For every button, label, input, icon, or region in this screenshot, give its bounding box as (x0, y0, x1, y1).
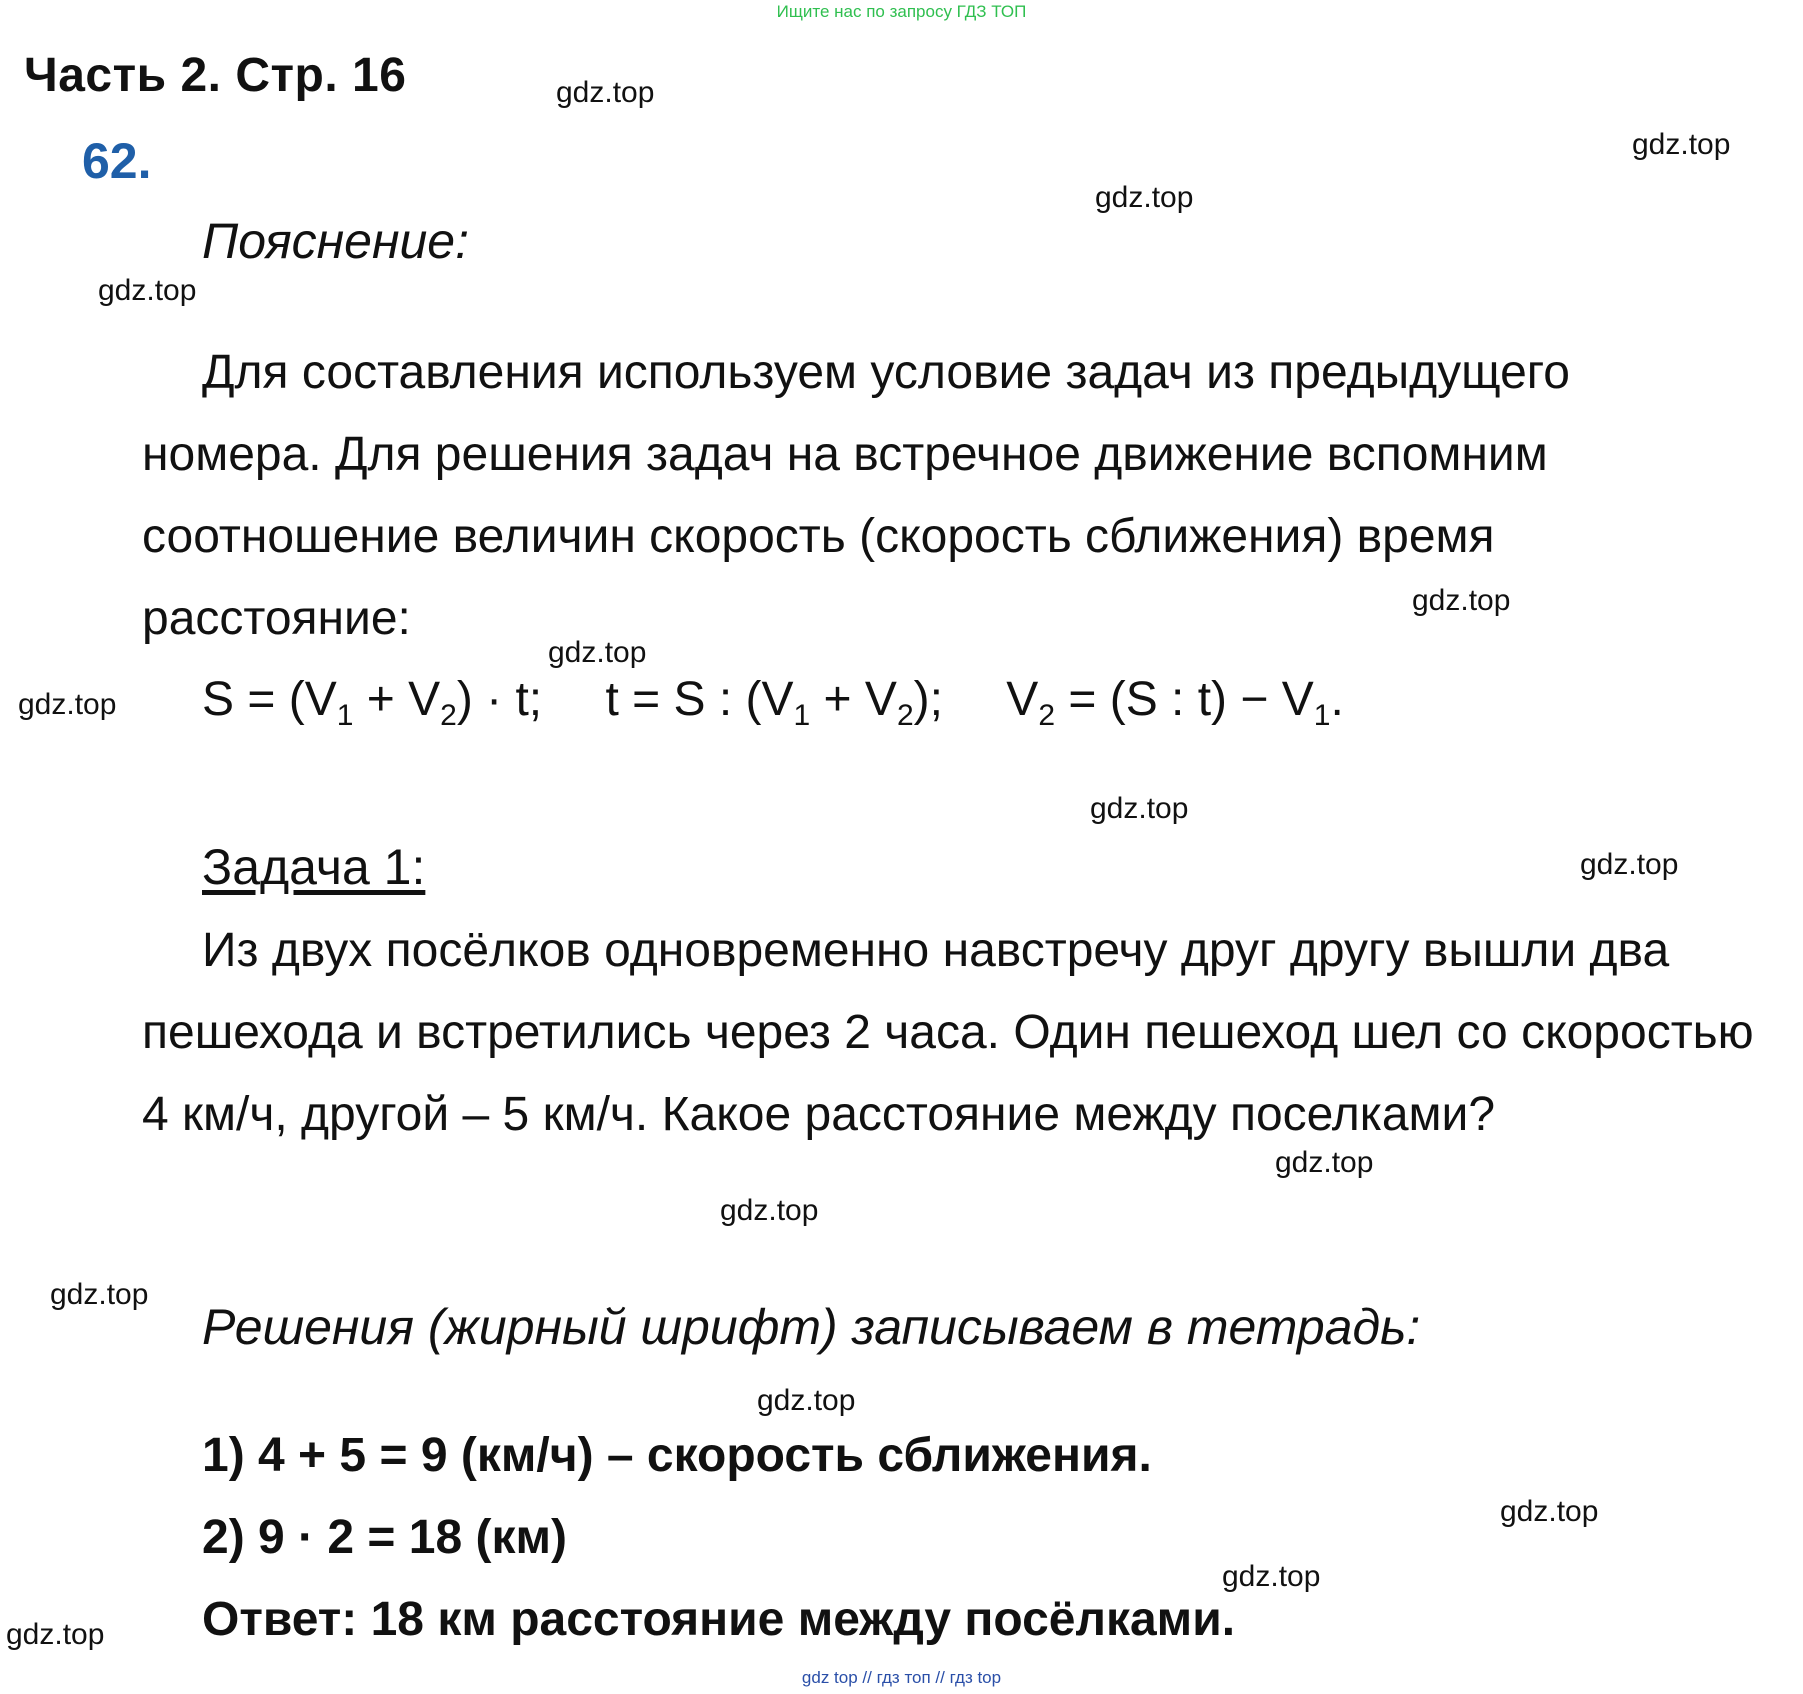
watermark: gdz.top (556, 76, 655, 109)
watermark: gdz.top (1412, 584, 1511, 617)
watermark: gdz.top (1090, 792, 1189, 825)
watermark: gdz.top (1275, 1146, 1374, 1179)
watermark: gdz.top (98, 274, 197, 307)
explanation-paragraph (142, 332, 1762, 660)
explanation-text: Для составления используем условие задач из предыдущего номера. Для решения задач на встречное движение вспомним соотношение величин скорость (скорость сближения) время расстояние: (142, 346, 1570, 645)
problem-paragraph (142, 910, 1782, 1156)
watermark: gdz.top (18, 688, 117, 721)
solution-note: Решения (жирный шрифт) записываем в тетрадь: (202, 1299, 1421, 1355)
problem-text: Из двух посёлков одновременно навстречу друг другу вышли два пешехода и встретились через 2 часа. Один пешеход шел со скоростью 4 км/ч, другой – 5 км/ч. Какое расстояние между поселками? (142, 924, 1754, 1141)
explanation-heading: Пояснение: (202, 213, 469, 269)
formula-line (202, 672, 1344, 732)
task-number: 62. (82, 133, 152, 189)
solution-step-2: 2) 9 · 2 = 18 (км) (202, 1511, 567, 1564)
watermark: gdz.top (1095, 181, 1194, 214)
watermark: gdz.top (1632, 128, 1731, 161)
watermark: gdz.top (720, 1194, 819, 1227)
watermark: gdz.top (1500, 1495, 1599, 1528)
answer-line: Ответ: 18 км расстояние между посёлками. (202, 1593, 1236, 1646)
watermark: gdz.top (757, 1384, 856, 1417)
watermark: gdz.top (548, 636, 647, 669)
formula-speed: $V_2 = (S$ : $t) - V_1$. (1006, 673, 1344, 732)
solution-step-1: 1) 4 + 5 = 9 (км/ч) – скорость сближения. (202, 1429, 1152, 1482)
formula-time: t = S : $(V_1 + V_2)$; (605, 673, 943, 732)
watermark: gdz.top (1580, 848, 1679, 881)
top-banner: Ищите нас по запросу ГДЗ ТОП (776, 2, 1027, 21)
watermark: gdz.top (6, 1618, 105, 1651)
watermark: gdz.top (50, 1278, 149, 1311)
footer-links: gdz top // гдз топ // гдз top (801, 1668, 1002, 1687)
task-title: Задача 1: (202, 839, 426, 895)
formula-distance: $S = (V_1 + V_2) \cdot t$; (202, 673, 543, 732)
page-reference: Часть 2. Стр. 16 (24, 49, 407, 102)
watermark: gdz.top (1222, 1560, 1321, 1593)
